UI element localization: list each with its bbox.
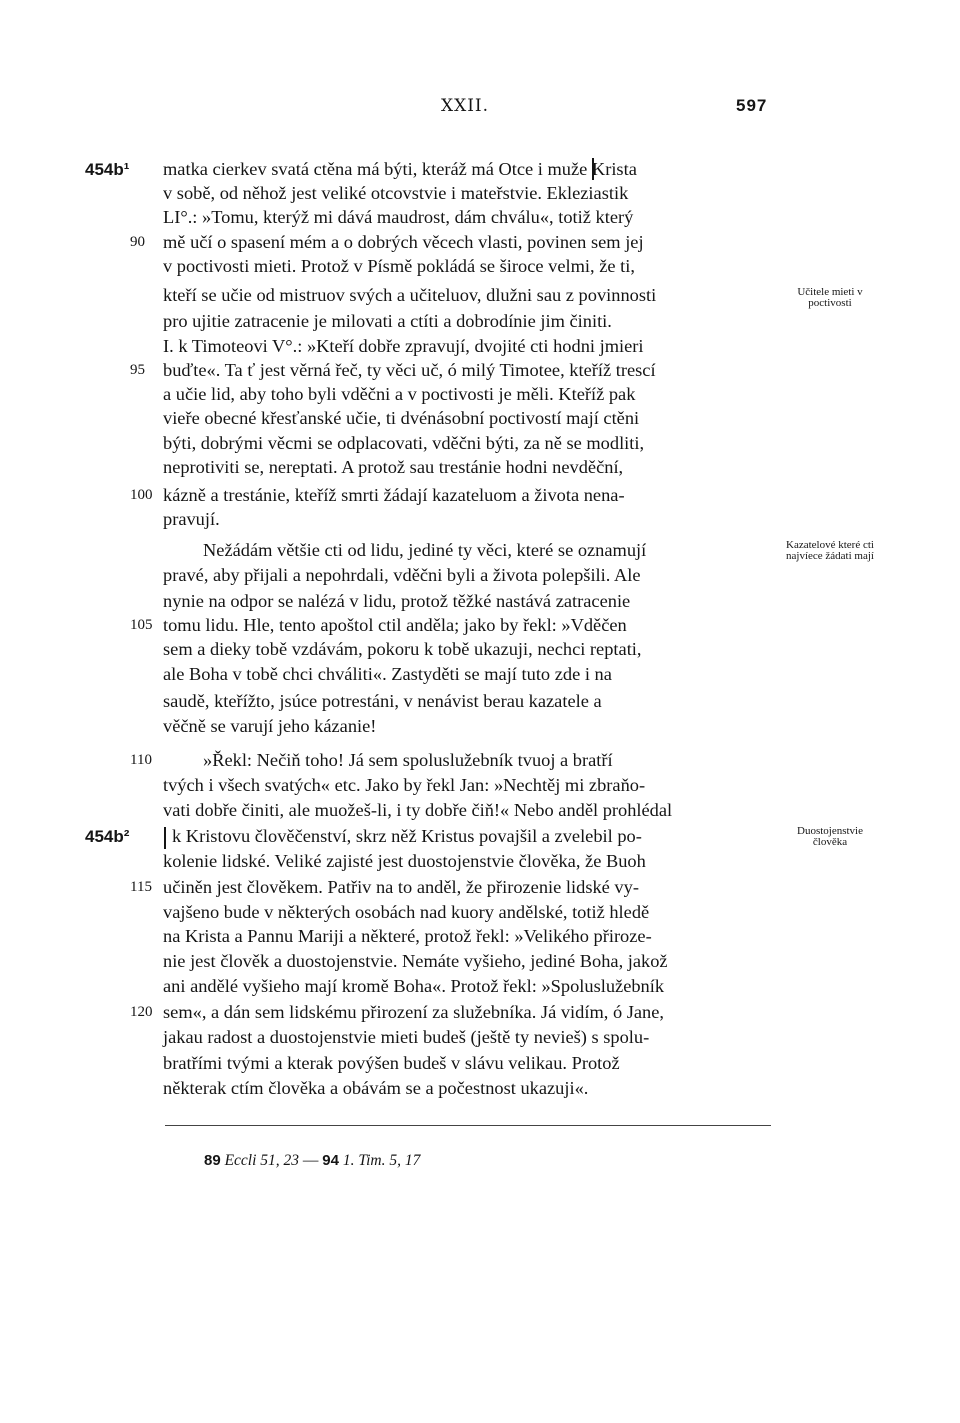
footnote-source: 1. Tim. 5, 17 [342, 1152, 421, 1169]
text-line: mě učí o spasení mém a o dobrých věcech vlasti, povinen sem jej [163, 232, 644, 252]
footnote-rule [165, 1125, 771, 1126]
text-line: a učie lid, aby toho byli vděčni a v poctivosti je měli. Kteříž pak [163, 384, 636, 404]
text-line: sem«, a dán sem lidskému přirození za služebníka. Já vidím, ó Jane, [163, 1002, 665, 1022]
text-line: na Krista a Pannu Mariji a některé, protož řekl: »Velikého přiroze- [163, 926, 652, 946]
text-line: v poctivosti mieti. Protož v Písmě pokládá se široce velmi, že ti, [163, 256, 635, 276]
text-line: vajšeno bude v některých osobách nad kuory andělské, totiž hledě [163, 902, 650, 922]
text-line: tvých i všech svatých« etc. Jako by řekl Jan: »Nechtěj mi zbraňo- [163, 775, 646, 795]
text-line: ani andělé vyšieho mají kromě Boha«. Protož řekl: »Spoluslužebník [163, 976, 665, 996]
line-number: 100 [130, 487, 153, 503]
folio-marker: 454b¹ [85, 160, 130, 179]
footnote [204, 1152, 420, 1170]
text-line: v sobě, od něhož jest veliké otcovstvie i mateřstvie. Ekleziastik [163, 183, 629, 203]
text-line: kázně a trestánie, kteříž smrti žádají kazateluom a života nena- [163, 485, 625, 505]
folio-divider [164, 827, 166, 849]
page-number: 597 [736, 96, 768, 115]
text-line: matka cierkev svatá ctěna má býti, kteráž má Otce i muže Krista [163, 159, 637, 179]
footnote-source: Eccli 51, 23 [224, 1152, 300, 1169]
text-line: kolenie lidské. Veliké zajisté jest duostojenstvie člověka, že Buoh [163, 851, 646, 871]
text-line: saudě, kteřížto, jsúce potrestáni, v nenávist berau kazatele a [163, 691, 602, 711]
text-line: býti, dobrými věcmi se odplacovati, vděčni býti, za ně se modliti, [163, 433, 645, 453]
text-line: pravují. [163, 509, 220, 529]
text-line: Nežádám většie cti od lidu, jediné ty věci, které se oznamují [203, 540, 647, 560]
text-line: k Kristovu člověčenství, skrz něž Kristus povajšil a zvelebil po- [172, 826, 642, 846]
text-line: vieře obecné křesťanské učie, ti dvénásobní poctivostí mají ctěni [163, 408, 640, 428]
text-line: učiněn jest člověkem. Patřiv na to anděl, že přirozenie lidské vy- [163, 877, 639, 897]
folio-marker: 454b² [85, 827, 130, 846]
text-line: vati dobře činiti, ale muožeš-li, i ty dobře čiň!« Nebo anděl prohlédal [163, 800, 673, 820]
text-line: neprotiviti se, nereptati. A protož sau trestánie hodni nevděční, [163, 457, 624, 477]
text-line: sem a dieky tobě vzdávám, pokoru k tobě ukazuji, nechci reptati, [163, 639, 642, 659]
text-line: LI°.: »Tomu, kterýž mi dává maudrost, dám chválu«, totiž který [163, 207, 634, 227]
text-line: věčně se varují jeho kázanie! [163, 716, 377, 736]
line-number: 110 [130, 752, 152, 768]
text-line: »Řekl: Nečiň toho! Já sem spoluslužebník tvuoj a bratří [203, 750, 613, 770]
text-line: pravé, aby přijali a nepohrdali, vděčni byli a života polepšili. Ale [163, 565, 641, 585]
footnote-dash: — [302, 1152, 319, 1169]
margin-note: Učitele mieti v poctivosti [797, 286, 863, 309]
text-line: nynie na odpor se nalézá v lidu, protož těžké nastává zatracenie [163, 591, 631, 611]
text-line: některak ctím člověka a obávám se a počestnost ukazuji«. [163, 1078, 589, 1098]
margin-note: Duostojenstvie člověka [797, 825, 863, 848]
text-line: kteří se učie od mistruov svých a učiteluov, dlužni sau z povinnosti [163, 285, 657, 305]
text-line: buďte«. Ta ť jest věrná řeč, ty věci uč, ó milý Timotee, kteříž trescí [163, 360, 656, 380]
line-number: 105 [130, 617, 153, 633]
chapter-heading: XXII. [441, 96, 490, 116]
text-line: nie jest člověk a duostojenstvie. Nemáte vyšieho, jediné Boha, jakož [163, 951, 668, 971]
footnote-ref: 94 [322, 1152, 339, 1169]
text-line: I. k Timoteovi V°.: »Kteří dobře zpravují, dvojité cti hodni jmieri [163, 336, 644, 356]
text-line: tomu lidu. Hle, tento apoštol ctil anděla; jako by řekl: »Vděčen [163, 615, 627, 635]
text-line: jakau radost a duostojenstvie mieti budeš (ještě ty nevieš) s spolu- [163, 1027, 650, 1047]
line-number: 95 [130, 362, 145, 378]
text-line: pro ujitie zatracenie je milovati a ctíti a dobrodínie jim činiti. [163, 311, 612, 331]
footnote-ref: 89 [204, 1152, 221, 1169]
line-number: 90 [130, 234, 145, 250]
line-number: 115 [130, 879, 152, 895]
line-number: 120 [130, 1004, 153, 1020]
text-line: bratřími tvými a kterak povýšen budeš v slávu velikau. Protož [163, 1053, 620, 1073]
text-line: ale Boha v tobě chci chváliti«. Zastyděti se mají tuto zde i na [163, 664, 612, 684]
margin-note: Kazatelové které cti najvíece žádati mají [786, 539, 874, 562]
